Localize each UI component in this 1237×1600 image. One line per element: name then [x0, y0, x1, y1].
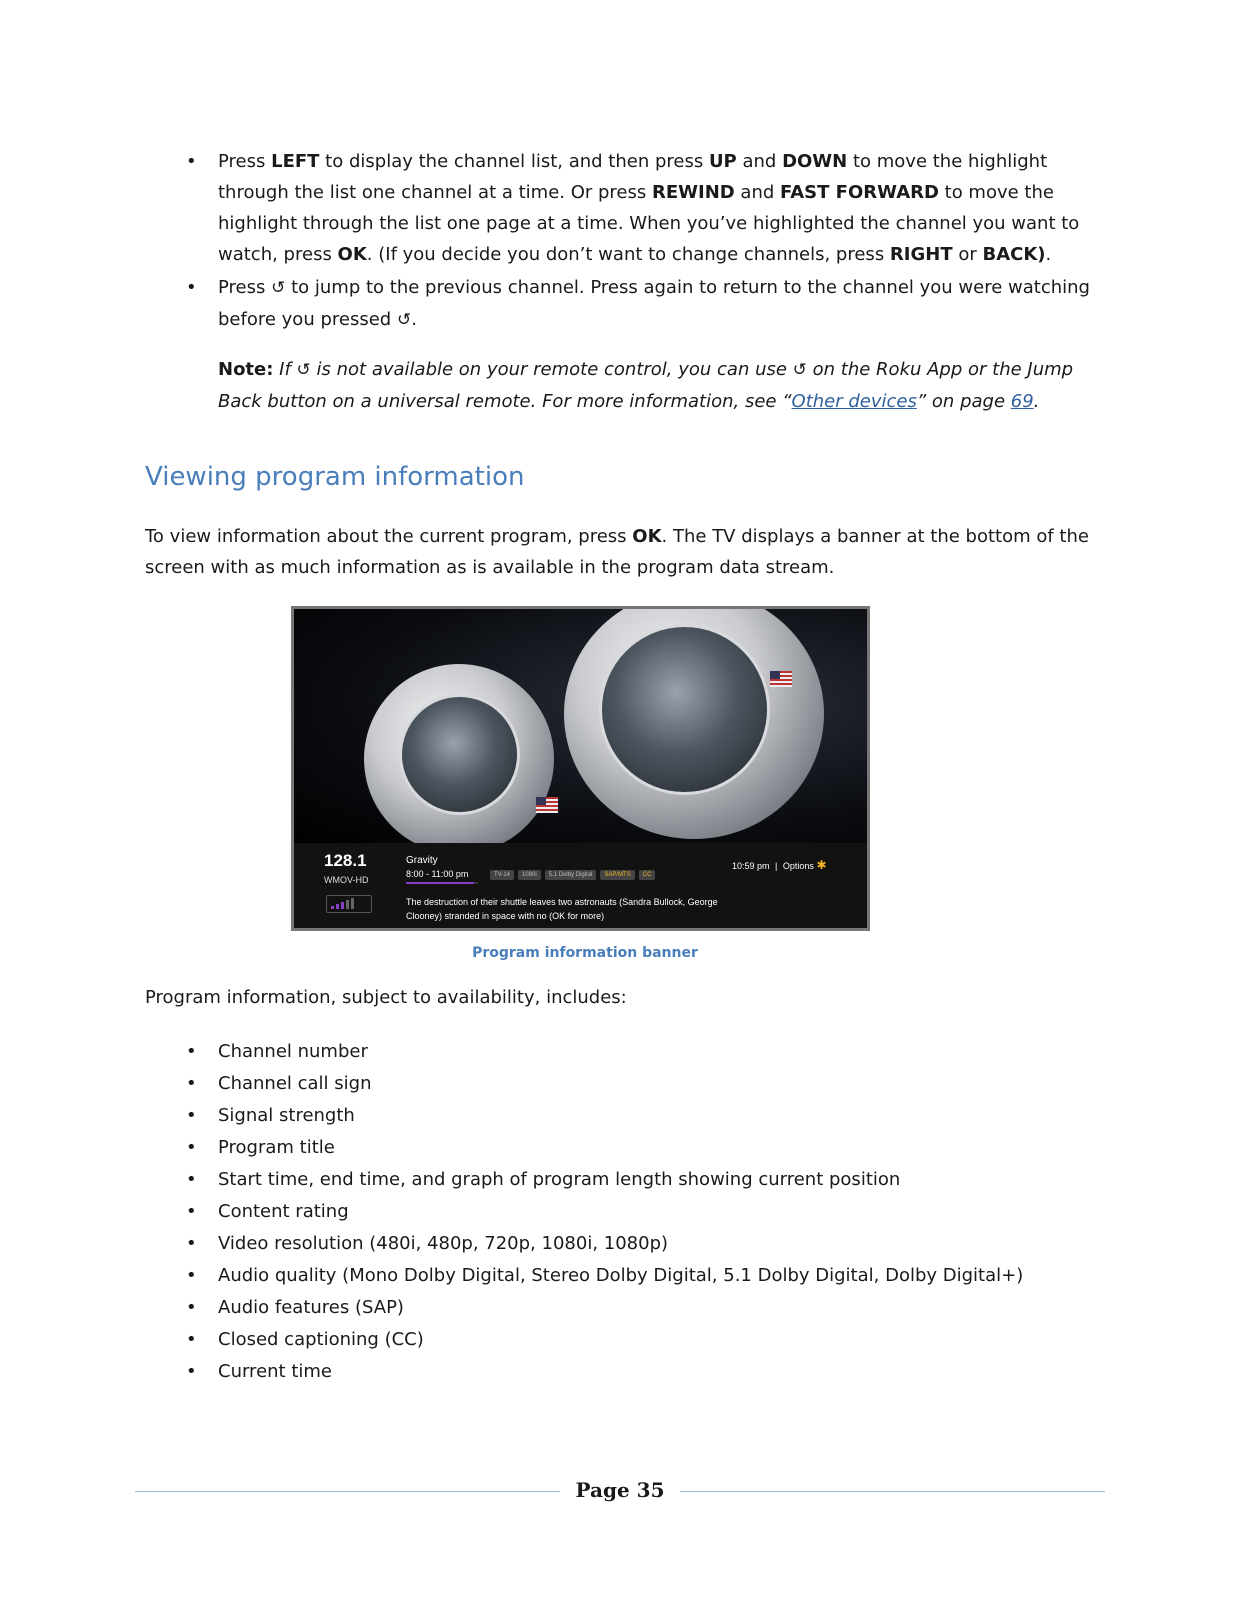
text-segment: on the Roku App or the Jump Back button on a universal remote. For more information, see “	[218, 359, 1074, 412]
resolution-tag: 1080i	[518, 870, 541, 880]
text-segment: If	[273, 359, 297, 380]
text-segment: . (If you decide you don’t want to change channels, press	[366, 244, 890, 265]
text-segment: to move the highlight through the list one channel at a time. Or press	[218, 151, 1048, 203]
flag-patch-left	[536, 797, 558, 813]
text-segment: Press	[218, 277, 272, 298]
text-segment: to display the channel list, and then press	[319, 151, 709, 172]
astronaut-left-visor	[399, 694, 520, 815]
key-label: FAST FORWARD	[780, 182, 939, 203]
includes-paragraph: Program information, subject to availability, includes:	[145, 987, 627, 1008]
list-item: • Program title	[218, 1132, 1118, 1164]
program-title: Gravity	[406, 855, 438, 866]
page-69-link[interactable]: 69	[1010, 391, 1034, 412]
jump-back-icon: ↺	[296, 360, 311, 380]
key-label: UP	[708, 151, 737, 172]
text-segment: is not available on your remote control, you can use	[310, 359, 793, 380]
text-segment: or	[952, 244, 983, 265]
text-segment: Press	[218, 151, 272, 172]
progress-fill	[406, 882, 474, 884]
jump-back-icon: ↺	[271, 278, 286, 298]
signal-bar	[346, 900, 349, 909]
movie-scene	[294, 609, 867, 843]
tag-row	[490, 870, 655, 880]
program-info-banner	[294, 843, 867, 928]
list-item: • Content rating	[218, 1196, 1118, 1228]
options-star-icon: ✱	[816, 858, 827, 872]
signal-strength-icon	[326, 895, 372, 913]
text-segment: .	[1045, 244, 1052, 265]
text-segment: . The TV displays a banner at the bottom of the screen with as much information as is available in the program data stream.	[145, 526, 1089, 578]
cc-tag: CC	[639, 870, 656, 880]
key-label: OK	[337, 244, 367, 265]
page-footer	[135, 1476, 1105, 1506]
program-description: The destruction of their shuttle leaves two astronauts (Sandra Bullock, George Clooney) stranded in space with no (OK for more)	[406, 897, 718, 921]
time-range: 8:00 - 11:00 pm	[406, 869, 469, 879]
list-item: • Start time, end time, and graph of program length showing current position	[218, 1164, 1118, 1196]
list-item: • Channel number	[218, 1036, 1118, 1068]
audio-tag: 5.1 Dolby Digital	[545, 870, 597, 880]
note-label: Note:	[218, 359, 274, 380]
text-segment: to move the highlight through the list one page at a time. When you’ve highlighted the channel you want to watch, press	[218, 182, 1080, 265]
key-label: OK	[632, 526, 662, 547]
list-item	[218, 272, 1093, 336]
signal-bar	[341, 902, 344, 909]
key-label: LEFT	[271, 151, 320, 172]
section-heading: Viewing program information	[145, 462, 525, 492]
signal-bar	[336, 904, 339, 909]
rating-tag: TV-14	[490, 870, 514, 880]
intro-paragraph	[145, 521, 1095, 583]
text-segment: ” on page	[916, 391, 1011, 412]
key-label: BACK)	[982, 244, 1046, 265]
call-sign: WMOV-HD	[324, 875, 369, 885]
options-label: Options	[782, 861, 814, 871]
footer-rule-right	[680, 1491, 1105, 1492]
list-item: • Audio features (SAP)	[218, 1292, 1118, 1324]
key-label: REWIND	[651, 182, 735, 203]
list-item: • Closed captioning (CC)	[218, 1324, 1118, 1356]
astronaut-right-visor	[599, 624, 770, 795]
text-segment: To view information about the current program, press	[145, 526, 633, 547]
key-label: RIGHT	[889, 244, 953, 265]
signal-bar	[351, 898, 354, 909]
program-progress-bar	[406, 882, 478, 884]
separator: |	[775, 861, 778, 871]
list-item: • Signal strength	[218, 1100, 1118, 1132]
signal-bar	[331, 906, 334, 909]
text-segment: and	[736, 151, 783, 172]
text-segment: .	[411, 309, 417, 330]
footer-rule-left	[135, 1491, 560, 1492]
jump-back-icon: ↺	[792, 360, 807, 380]
list-item: • Video resolution (480i, 480p, 720p, 1080i, 1080p)	[218, 1228, 1118, 1260]
note-paragraph	[218, 354, 1098, 417]
key-label: DOWN	[782, 151, 848, 172]
figure-caption: Program information banner	[472, 945, 698, 961]
program-banner-figure	[291, 606, 870, 931]
list-item: • Audio quality (Mono Dolby Digital, Stereo Dolby Digital, 5.1 Dolby Digital, Dolby Digital+)	[218, 1260, 1118, 1292]
channel-number: 128.1	[324, 851, 367, 870]
current-time: 10:59 pm	[732, 861, 770, 871]
feature-list	[218, 1036, 1118, 1388]
page-number: Page 35	[575, 1478, 665, 1502]
list-item: • Channel call sign	[218, 1068, 1118, 1100]
clock-options	[732, 858, 827, 872]
list-item	[218, 146, 1093, 270]
text-segment: and	[734, 182, 781, 203]
text-segment: to jump to the previous channel. Press again to return to the channel you were watching before you pressed	[218, 277, 1090, 330]
sap-tag: SAP/MTS	[600, 870, 634, 880]
jump-back-icon: ↺	[396, 310, 412, 330]
flag-patch-right	[770, 671, 792, 687]
other-devices-link[interactable]: Other devices	[791, 391, 917, 412]
text-segment: .	[1033, 391, 1040, 412]
top-bullet-list	[218, 146, 1093, 338]
list-item: • Current time	[218, 1356, 1118, 1388]
